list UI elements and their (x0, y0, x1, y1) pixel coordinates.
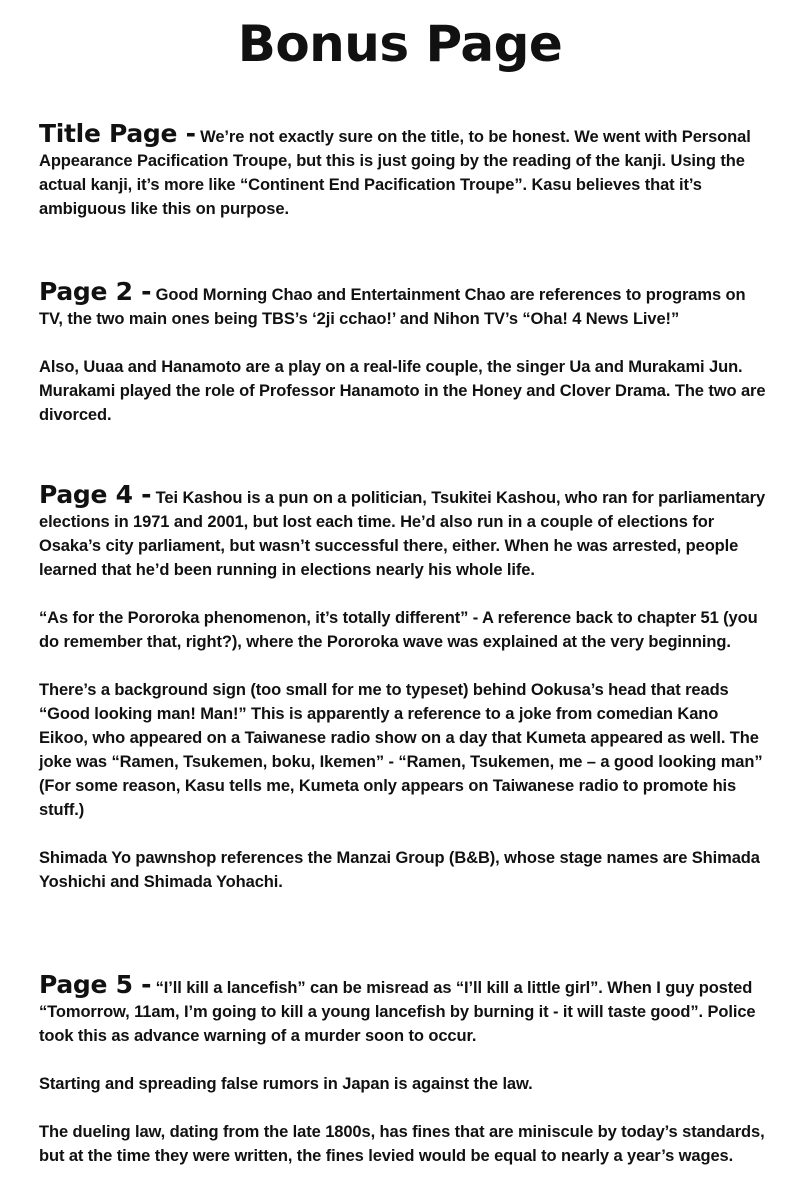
paragraph-text: Good Morning Chao and Entertainment Chao are references to programs on TV, the two main ones being TBS’s ‘2ji cchao!’ and Nihon TV’s “Oha! 4 News Live!” (39, 286, 746, 328)
section-paragraph (39, 119, 769, 221)
section-page-4 (39, 480, 769, 894)
page-title: Bonus Page (237, 15, 563, 73)
section-heading: Title Page - (39, 119, 196, 148)
section-paragraph: The dueling law, dating from the late 1800s, has fines that are miniscule by today’s standards, but at the time they were written, the fines levied would be equal to nearly a year’s wages. (39, 1123, 765, 1165)
paragraph-text: “I’ll kill a lancefish” can be misread as “I’ll kill a little girl”. When I guy posted “Tomorrow, 11am, I’m going to kill a young lancefish by burning it - it will taste good”. Police took this as advance warning of a murder soon to occur. (39, 979, 756, 1045)
paragraph-text: We’re not exactly sure on the title, to be honest. We went with Personal Appearance Pacification Troupe, but this is just going by the reading of the kanji. Using the actual kanji, it’s more like “Continent End Pacification Troupe”. Kasu believes that it’s ambiguous like this on purpose. (39, 128, 751, 218)
section-page-2 (39, 277, 769, 427)
section-paragraph: Starting and spreading false rumors in Japan is against the law. (39, 1075, 533, 1093)
section-paragraph: “As for the Pororoka phenomenon, it’s totally different” - A reference back to chapter 51 (you do remember that, right?), where the Pororoka wave was explained at the very beginning. (39, 609, 758, 651)
section-title-page (39, 119, 769, 221)
section-paragraph (39, 277, 769, 331)
section-paragraph (39, 480, 769, 582)
section-paragraph (39, 970, 769, 1048)
section-heading: Page 4 - (39, 480, 152, 509)
section-paragraph: Also, Uuaa and Hanamoto are a play on a real-life couple, the singer Ua and Murakami Jun. Murakami played the role of Professor Hanamoto in the Honey and Clover Drama. The two are divorced. (39, 358, 766, 424)
section-page-5 (39, 970, 769, 1168)
section-heading: Page 5 - (39, 970, 152, 999)
section-heading: Page 2 - (39, 277, 152, 306)
paragraph-text: Tei Kashou is a pun on a politician, Tsukitei Kashou, who ran for parliamentary elections in 1971 and 2001, but lost each time. He’d also run in a couple of elections for Osaka’s city parliament, but wasn’t successful there, either. When he was arrested, people learned that he’d been running in elections nearly his whole life. (39, 489, 766, 579)
section-paragraph: Shimada Yo pawnshop references the Manzai Group (B&B), whose stage names are Shimada Yoshichi and Shimada Yohachi. (39, 849, 760, 891)
section-paragraph: There’s a background sign (too small for me to typeset) behind Ookusa’s head that reads “Good looking man! Man!” This is apparently a reference to a joke from comedian Kano Eikoo, who appeared on a Taiwanese radio show on a day that Kumeta appeared as well. The joke was “Ramen, Tsukemen, boku, Ikemen” - “Ramen, Tsukemen, me – a good looking man” (For some reason, Kasu tells me, Kumeta only appears on Taiwanese radio to promote his stuff.) (39, 681, 763, 819)
